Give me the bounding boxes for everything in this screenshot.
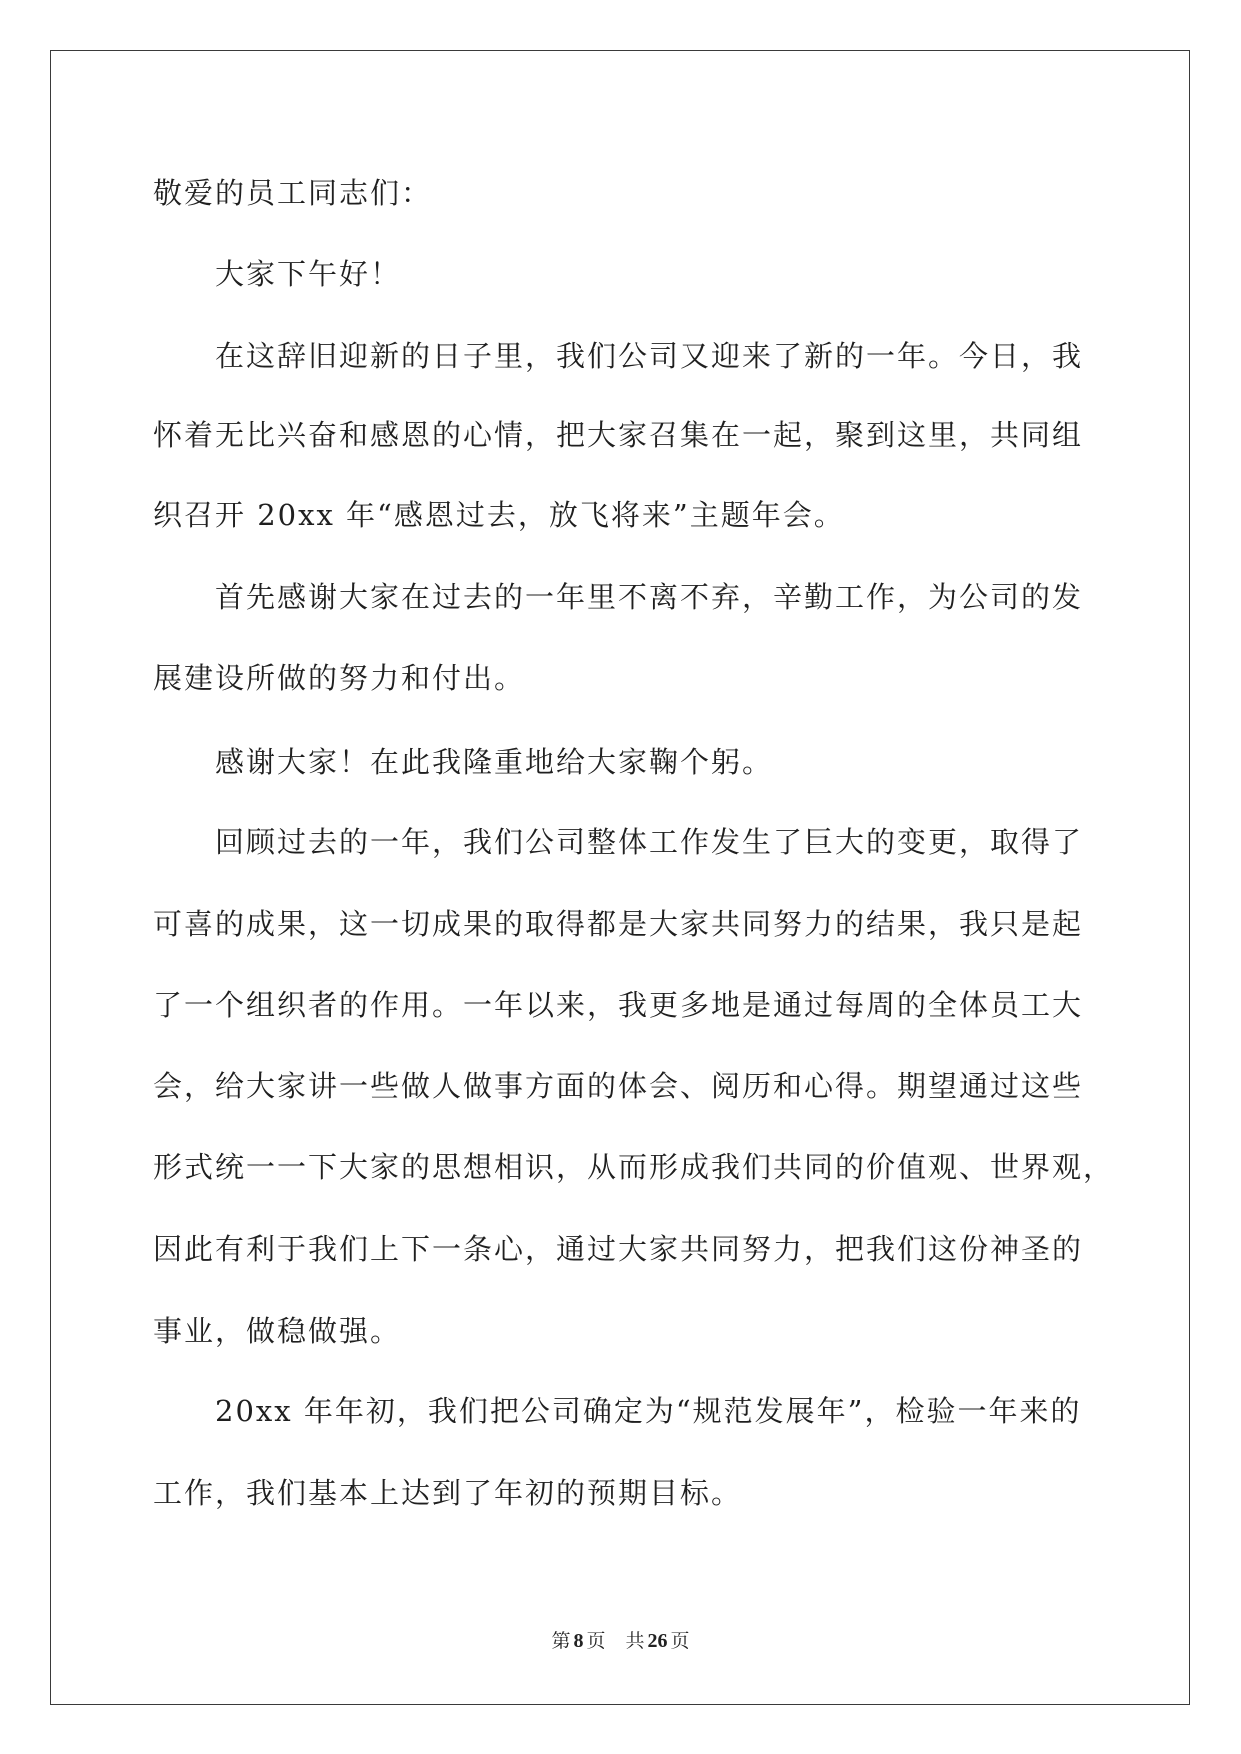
text-line: 大家下午好！ [215,257,402,291]
text-line: 展建设所做的努力和付出。 [153,661,526,695]
text-line: 了一个组织者的作用。一年以来，我更多地是通过每周的全体员工大 [153,988,1084,1022]
page-border [50,50,1190,1705]
text-line: 形式统一一下大家的思想相识，从而形成我们共同的价值观、世界观， [153,1150,1115,1184]
text-line: 20xx 年年初，我们把公司确定为“规范发展年”，检验一年来的 [215,1394,1082,1428]
total-pages: 26 [647,1630,668,1652]
page-label-suffix: 页 [586,1630,606,1652]
text-line: 因此有利于我们上下一条心，通过大家共同努力，把我们这份神圣的 [153,1232,1084,1266]
total-label-suffix: 页 [670,1630,690,1652]
text-line: 感谢大家！在此我隆重地给大家鞠个躬。 [215,745,774,779]
text-line: 事业，做稳做强。 [153,1314,402,1348]
text-line: 会，给大家讲一些做人做事方面的体会、阅历和心得。期望通过这些 [153,1069,1084,1103]
page-label-prefix: 第 [551,1630,571,1652]
text-line: 工作，我们基本上达到了年初的预期目标。 [153,1476,743,1510]
text-line: 可喜的成果，这一切成果的取得都是大家共同努力的结果，我只是起 [153,907,1084,941]
text-line: 织召开 20xx 年“感恩过去，放飞将来”主题年会。 [153,498,845,532]
page-footer [0,1628,1241,1654]
text-line: 敬爱的员工同志们： [153,176,433,210]
text-line: 在这辞旧迎新的日子里，我们公司又迎来了新的一年。今日，我 [215,339,1084,373]
page-number: 8 [573,1630,584,1652]
total-label-prefix: 共 [625,1630,645,1652]
text-line: 怀着无比兴奋和感恩的心情，把大家召集在一起，聚到这里，共同组 [153,418,1084,452]
text-line: 回顾过去的一年，我们公司整体工作发生了巨大的变更，取得了 [215,825,1084,859]
text-line: 首先感谢大家在过去的一年里不离不弃，辛勤工作，为公司的发 [215,580,1084,614]
